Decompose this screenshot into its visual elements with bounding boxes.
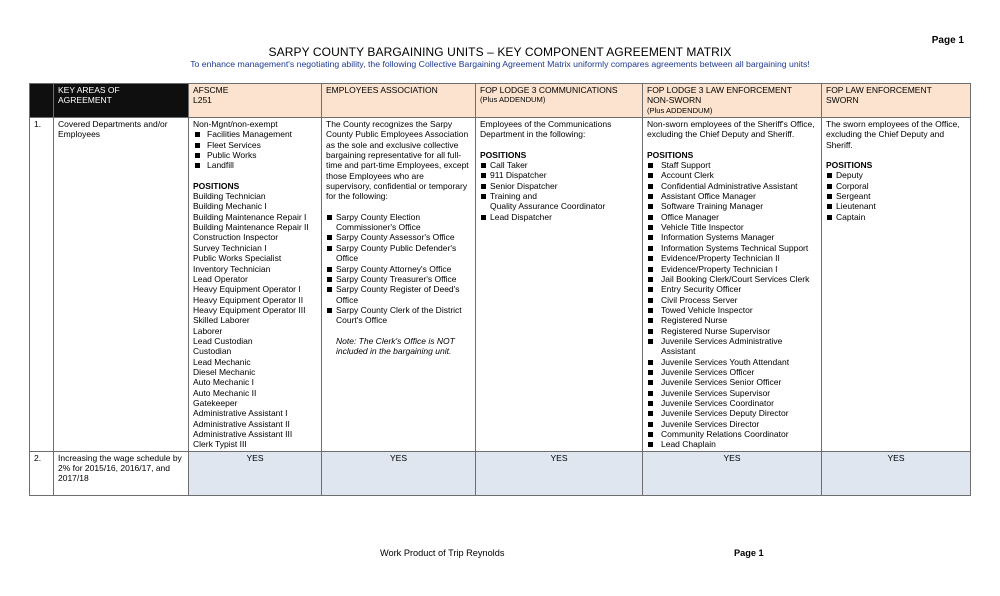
cell-fop3-le-non-sworn-covered xyxy=(643,118,822,452)
cell-employees-association-wage: YES xyxy=(322,451,476,495)
fop3-communications-positions-list xyxy=(480,160,638,201)
list-item: Juvenile Services Youth Attendant xyxy=(647,357,817,367)
cell-afscme-wage: YES xyxy=(189,451,322,495)
list-item: Vehicle Title Inspector xyxy=(647,222,817,232)
cell-afscme-covered xyxy=(189,118,322,452)
cell-fop-le-sworn-wage: YES xyxy=(822,451,971,495)
row-key-area: Covered Departments and/or Employees xyxy=(54,118,189,452)
list-item: Administrative Assistant III xyxy=(193,429,293,439)
list-item: Juvenile Services Officer xyxy=(647,367,817,377)
header-fop-le-sworn-line2: SWORN xyxy=(826,95,859,106)
list-item: Heavy Equipment Operator I xyxy=(193,284,301,295)
footer-page-number: Page 1 xyxy=(734,548,764,558)
list-item: Clerk Typist III xyxy=(193,439,247,450)
header-key-areas-line1: KEY AREAS OF xyxy=(58,85,120,95)
header-fop3-communications-sub: (Plus ADDENDUM) xyxy=(480,95,546,105)
fop3-communications-last-list xyxy=(480,212,638,222)
row-number: 2. xyxy=(30,451,54,495)
header-fop-law-enforcement-sworn xyxy=(822,84,971,118)
fop3-communications-positions-label: POSITIONS xyxy=(480,149,527,160)
list-item: Administrative Assistant I xyxy=(193,408,288,419)
afscme-intro: Non-Mgnt/non-exempt xyxy=(193,119,278,130)
list-item: Account Clerk xyxy=(647,170,817,180)
header-afscme-line2: L251 xyxy=(193,95,212,106)
list-item: Sergeant xyxy=(826,191,966,201)
list-item: Construction Inspector xyxy=(193,232,279,243)
list-item: Juvenile Services Director xyxy=(647,419,817,429)
fop3-le-non-sworn-positions-label: POSITIONS xyxy=(647,149,694,160)
list-item: Evidence/Property Technician I xyxy=(647,264,817,274)
row-number: 1. xyxy=(30,118,54,452)
header-afscme-line1: AFSCME xyxy=(193,85,229,95)
list-item: Lead Operator xyxy=(193,273,248,284)
list-item: 911 Dispatcher xyxy=(480,170,638,180)
list-item: Fleet Services xyxy=(193,140,317,150)
list-item: Captain xyxy=(826,212,966,222)
list-item: Training and xyxy=(480,191,638,201)
fop3-le-non-sworn-intro: Non-sworn employees of the Sheriff's Office, excluding the Chief Deputy and Sheriff. xyxy=(647,119,815,140)
list-item: Staff Support xyxy=(647,160,817,170)
document-title: SARPY COUNTY BARGAINING UNITS – KEY COMPONENT AGREEMENT MATRIX xyxy=(268,45,732,59)
list-item: Office Manager xyxy=(647,212,817,222)
page-number-top: Page 1 xyxy=(931,35,964,46)
header-employees-association xyxy=(322,84,476,118)
header-fop3-le-line2: NON-SWORN xyxy=(647,95,702,106)
table-row xyxy=(30,451,971,495)
footer-work-product: Work Product of Trip Reynolds xyxy=(380,548,505,558)
list-item: Sarpy County Clerk of the District Court's Office xyxy=(326,305,471,326)
list-item: Registered Nurse xyxy=(647,315,817,325)
list-item: Lead Dispatcher xyxy=(480,212,638,222)
header-row xyxy=(30,84,971,118)
list-item: Lead Chaplain xyxy=(647,439,817,449)
list-item: Juvenile Services Deputy Director xyxy=(647,408,817,418)
list-item: Civil Process Server xyxy=(647,295,817,305)
row-key-area: Increasing the wage schedule by 2% for 2015/16, 2016/17, and 2017/18 xyxy=(54,451,189,495)
list-item: Public Works Specialist xyxy=(193,253,282,264)
list-item: Senior Dispatcher xyxy=(480,181,638,191)
list-item: Facilities Management xyxy=(193,129,317,139)
header-employees-association-line1: EMPLOYEES ASSOCIATION xyxy=(326,85,438,95)
list-item: Building Technician xyxy=(193,191,266,202)
header-fop3-le-line1: FOP LODGE 3 LAW ENFORCEMENT xyxy=(647,85,792,95)
fop-le-sworn-positions-list xyxy=(826,170,966,222)
list-item: Entry Security Officer xyxy=(647,284,817,294)
list-item: Laborer xyxy=(193,325,223,336)
list-item: Building Mechanic I xyxy=(193,201,267,212)
list-item: Building Maintenance Repair II xyxy=(193,222,309,233)
list-item: Information Systems Manager xyxy=(647,232,817,242)
agreement-matrix-table xyxy=(29,83,971,496)
header-afscme xyxy=(189,84,322,118)
cell-fop3-le-non-sworn-wage: YES xyxy=(643,451,822,495)
header-fop-le-sworn-line1: FOP LAW ENFORCEMENT xyxy=(826,85,932,95)
fop-le-sworn-intro: The sworn employees of the Office, excluding the Chief Deputy and Sheriff. xyxy=(826,119,960,150)
list-item: Registered Nurse Supervisor xyxy=(647,326,817,336)
list-item: Heavy Equipment Operator III xyxy=(193,304,306,315)
list-item: Heavy Equipment Operator II xyxy=(193,294,304,305)
header-fop3-le-sub: (Plus ADDENDUM) xyxy=(647,105,713,115)
list-item: Corporal xyxy=(826,181,966,191)
fop-le-sworn-positions-label: POSITIONS xyxy=(826,160,873,171)
cell-fop3-communications-covered xyxy=(476,118,643,452)
list-item: Sarpy County Register of Deed's Office xyxy=(326,284,471,305)
list-item: Towed Vehicle Inspector xyxy=(647,305,817,315)
list-item: Lead Mechanic xyxy=(193,356,251,367)
cell-employees-association-covered xyxy=(322,118,476,452)
list-item: Community Relations Coordinator xyxy=(647,429,817,439)
list-item: Diesel Mechanic xyxy=(193,366,256,377)
afscme-positions-list xyxy=(193,191,317,450)
employees-association-note: Note: The Clerk's Office is NOT included in the bargaining unit. xyxy=(336,335,455,356)
list-item: Sarpy County Treasurer's Office xyxy=(326,274,471,284)
list-item: Lead Custodian xyxy=(193,335,253,346)
list-item: Skilled Laborer xyxy=(193,315,250,326)
cell-fop-le-sworn-covered xyxy=(822,118,971,452)
header-fop3-communications-main: FOP LODGE 3 COMMUNICATIONS xyxy=(480,85,618,95)
list-item: Juvenile Services Supervisor xyxy=(647,388,817,398)
list-item: Software Training Manager xyxy=(647,201,817,211)
list-item: Gatekeeper xyxy=(193,397,238,408)
header-key-areas-line2: AGREEMENT xyxy=(58,95,112,106)
list-item: Custodian xyxy=(193,346,232,357)
list-item: Auto Mechanic I xyxy=(193,377,254,388)
afscme-positions-label: POSITIONS xyxy=(193,180,240,191)
document-subtitle: To enhance management's negotiating ability, the following Collective Bargaining Agreement Matrix uniformly compares agreements between all bargaining units! xyxy=(190,59,810,69)
cell-fop3-communications-wage: YES xyxy=(476,451,643,495)
list-item: Call Taker xyxy=(480,160,638,170)
list-item: Deputy xyxy=(826,170,966,180)
list-item: Sarpy County Attorney's Office xyxy=(326,264,471,274)
afscme-departments-list xyxy=(193,129,317,170)
header-number-cell xyxy=(30,84,54,118)
list-item: Assistant Office Manager xyxy=(647,191,817,201)
employees-association-intro: The County recognizes the Sarpy County Public Employees Association as the sole and exclusive collective bargaining representative for all full-time and part-time Employees, except those Employees who are supervisory, confidential or temporary for the following: xyxy=(326,119,469,202)
list-item: Survey Technician I xyxy=(193,242,267,253)
list-item: Jail Booking Clerk/Court Services Clerk xyxy=(647,274,817,284)
list-item: Information Systems Technical Support xyxy=(647,243,817,253)
header-fop3-law-enforcement-non-sworn xyxy=(643,84,822,118)
fop3-communications-training-cont: Quality Assurance Coordinator xyxy=(490,201,606,212)
list-item: Auto Mechanic II xyxy=(193,387,257,398)
list-item: Juvenile Services Senior Officer xyxy=(647,377,817,387)
list-item: Inventory Technician xyxy=(193,263,271,274)
list-item: Building Maintenance Repair I xyxy=(193,211,307,222)
list-item: Sarpy County Election Commissioner's Office xyxy=(326,212,471,233)
header-key-areas xyxy=(54,84,189,118)
list-item: Public Works xyxy=(193,150,317,160)
table-row xyxy=(30,118,971,452)
list-item: Administrative Assistant II xyxy=(193,418,290,429)
list-item: Confidential Administrative Assistant xyxy=(647,181,817,191)
list-item: Juvenile Services Coordinator xyxy=(647,398,817,408)
list-item: Sarpy County Assessor's Office xyxy=(326,232,471,242)
list-item: Evidence/Property Technician II xyxy=(647,253,817,263)
header-fop3-communications xyxy=(476,84,643,118)
fop3-le-non-sworn-positions-list xyxy=(647,160,817,450)
fop3-communications-intro: Employees of the Communications Department in the following: xyxy=(480,119,612,140)
list-item: Juvenile Services Administrative Assistant xyxy=(647,336,817,357)
list-item: Lieutenant xyxy=(826,201,966,211)
employees-association-offices-list xyxy=(326,212,471,326)
list-item: Sarpy County Public Defender's Office xyxy=(326,243,471,264)
list-item: Landfill xyxy=(193,160,317,170)
